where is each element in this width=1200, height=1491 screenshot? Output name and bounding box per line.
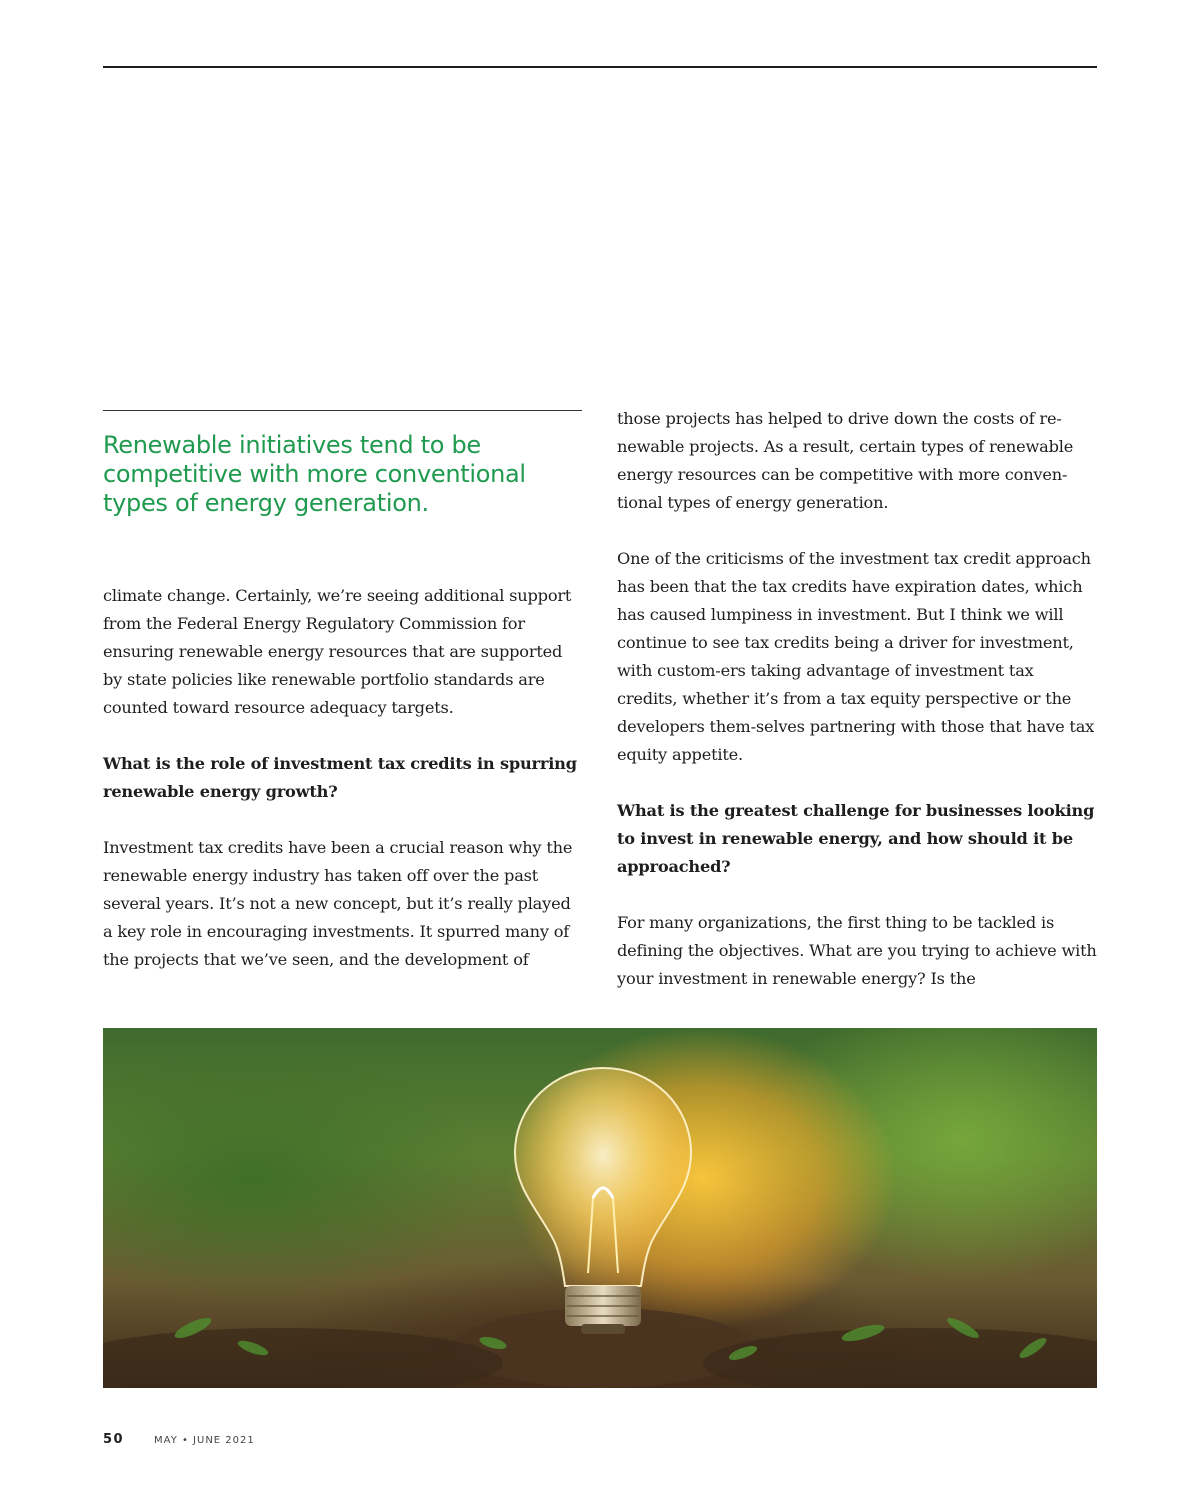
right-column bbox=[617, 405, 1097, 993]
light-bulb-icon bbox=[103, 1028, 1097, 1388]
interview-question: What is the greatest challenge for businesses looking to invest in renewable energy, and how should it be approached? bbox=[617, 801, 1095, 876]
page-number: 50 bbox=[103, 1432, 125, 1447]
issue-date: MAY • JUNE 2021 bbox=[154, 1435, 255, 1446]
body-paragraph: climate change. Certainly, we’re seeing additional support from the Federal Energy Regulatory Commission for ensuring renewable energy resources that are supported by state policies like renewable portfolio standards are counted toward resource adequacy targets. bbox=[103, 586, 572, 717]
body-paragraph: For many organizations, the first thing to be tackled is defining the objectives. What are you trying to achieve with your investment in renewable energy? Is the bbox=[617, 913, 1097, 988]
left-column bbox=[103, 410, 583, 974]
left-column-body bbox=[103, 582, 583, 974]
pull-quote: Renewable initiatives tend to be competitive with more conventional types of energy generation. bbox=[103, 431, 526, 517]
body-paragraph: One of the criticisms of the investment tax credit approach has been that the tax credits have expiration dates, which has caused lumpiness in investment. But I think we will continue to see tax credits being a driver for investment, with custom-ers taking advantage of investment tax credits, whether it’s from a tax equity perspective or the developers them-selves partnering with those that have tax equity appetite. bbox=[617, 549, 1095, 764]
pull-quote-rule bbox=[103, 410, 582, 411]
body-paragraph: those projects has helped to drive down the costs of re-newable projects. As a result, certain types of renewable energy resources can be competitive with more conven-tional types of energy generation. bbox=[617, 409, 1074, 512]
light-bulb-in-soil-photo bbox=[103, 1028, 1097, 1388]
top-rule bbox=[103, 66, 1097, 68]
interview-question: What is the role of investment tax credits in spurring renewable energy growth? bbox=[103, 754, 577, 801]
body-paragraph: Investment tax credits have been a crucial reason why the renewable energy industry has taken off over the past several years. It’s not a new concept, but it’s really played a key role in encouraging investments. It spurred many of the projects that we’ve seen, and the development of bbox=[103, 838, 573, 969]
